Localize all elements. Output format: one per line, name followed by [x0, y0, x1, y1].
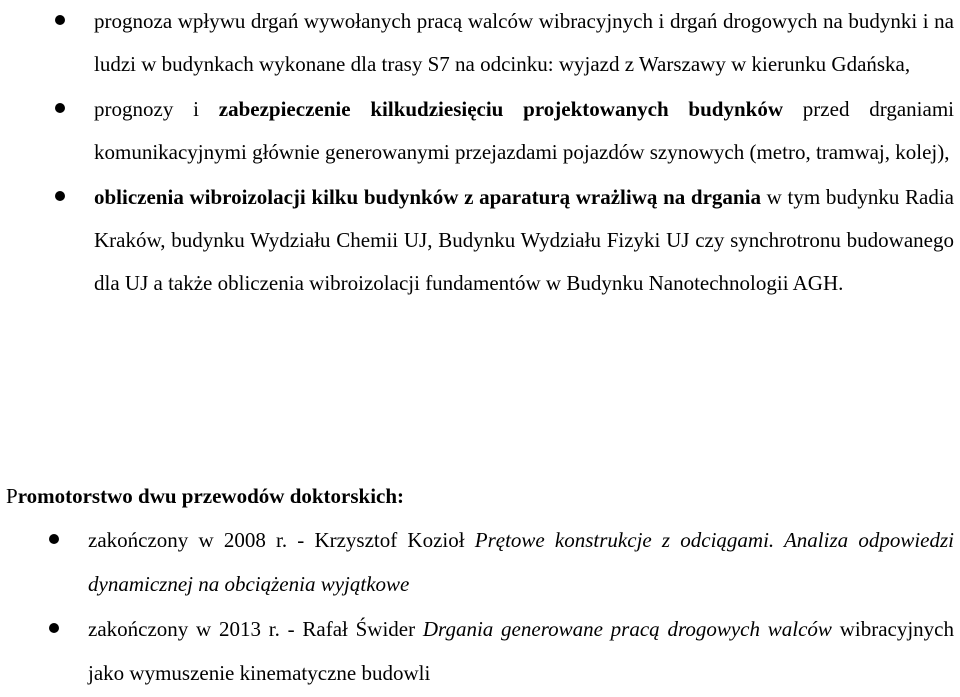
section-heading — [6, 476, 404, 516]
item-text-italic: Drgania generowane pracą drogowych walców — [422, 617, 832, 641]
bullet-icon — [55, 103, 65, 113]
list-item — [0, 608, 960, 695]
item-text-post: wibracyjnych jako wymuszenie kinematyczne budowli — [88, 617, 954, 685]
bullet-icon — [55, 15, 65, 25]
item-text-pre: zakończony w 2013 r. - Rafał Świder — [88, 617, 423, 641]
bullet-icon — [49, 623, 59, 633]
item-text-bold: zabezpieczenie kilkudziesięciu projektowanych budynków — [218, 96, 783, 121]
achievements-list — [0, 0, 960, 307]
list-item — [0, 519, 960, 606]
bullet-icon — [55, 191, 65, 201]
item-text-pre: zakończony w 2008 r. - Krzysztof Kozioł — [88, 528, 475, 552]
item-text-bold: obliczenia wibroizolacji kilku budynków z aparaturą wrażliwą na drgania — [94, 184, 761, 209]
heading-rest: romotorstwo dwu przewodów doktorskich: — [17, 484, 405, 508]
bullet-icon — [49, 534, 59, 544]
doctoral-list — [0, 519, 960, 697]
item-text-post: w tym budynku Radia Kraków, budynku Wydziału Chemii UJ, Budynku Wydziału Fizyki UJ czy synchrotronu budowanego dla UJ a także obliczenia wibroizolacji fundamentów w Budynku Nanotechnologii AGH. — [94, 184, 954, 296]
item-text-italic: Prętowe konstrukcje z odciągami. Analiza odpowiedzi dynamicznej na obciążenia wyjątkowe — [88, 528, 954, 596]
item-text-pre: prognozy i — [94, 96, 219, 121]
item-text: prognoza wpływu drgań wywołanych pracą walców wibracyjnych i drgań drogowych na budynki i na ludzi w budynkach wykonane dla trasy S7 na odcinku: wyjazd z Warszawy w kierunku Gdańska, — [94, 9, 954, 77]
heading-first-letter: P — [6, 484, 18, 508]
list-item — [0, 88, 960, 175]
list-item — [0, 0, 960, 87]
list-item — [0, 176, 960, 306]
item-text-post: przed drganiami komunikacyjnymi głównie generowanymi przejazdami pojazdów szynowych (metro, tramwaj, kolej), — [94, 96, 955, 165]
